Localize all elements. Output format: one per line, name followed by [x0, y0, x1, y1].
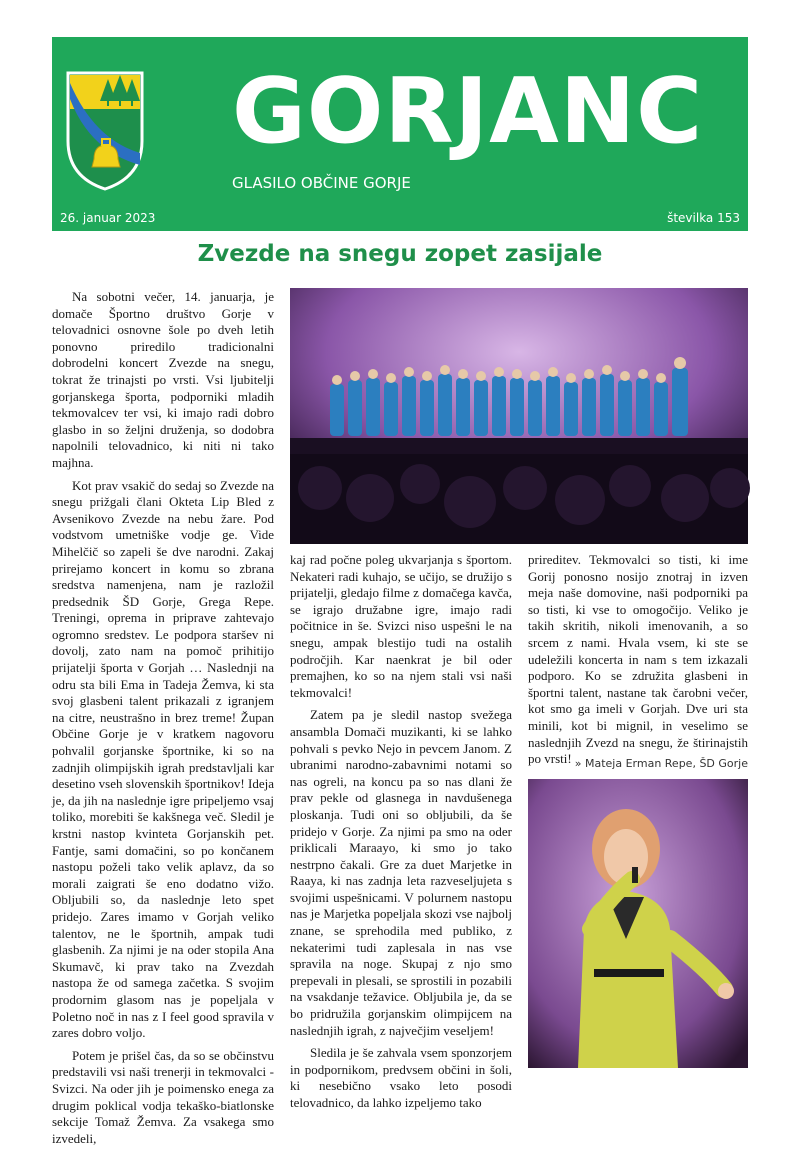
concert-stage-photo — [290, 288, 748, 544]
publication-title: GORJANC — [232, 59, 704, 164]
paragraph: Kot prav vsakič do sedaj so Zvezde na snegu prižgali člani Okteta Lip Bled z Avsenikovo Zvezde na nebu žare. Pod vodstvom umetniške vodje ge. Vide Mihelčič so zapeli še dve narodni. Zakaj prirejamo koncert in komu so zbrana sredstva namenjena, nam je razložil predsednik ŠD Gorje, Grega Repe. Treningi, oprema in priprave zahtevajo ogromno sredstev. Le podpora staršev ni dovolj, zato nam na pomoč prihitijo prijatelji športa v Gorjah … Naslednji na odru sta bili Ema in Tadeja Žemva, ki sta svoj glasbeni talent prikazali z igranjem na citre, neustrašno in brez treme! Župan Občine Gorje je v kratkem nagovoru pohvalil gorjanske športnike, ki so na zadnjih olimpijskih igrah predstavljali kar desetino vseh slovenskih športnikov! Ideja je, da jih na naslednje igre pripeljemo vsaj toliko, morebiti še kakšnega več. Sledil je krstni nastop kvinteta Gorjanskih pet. Fantje, sami domačini, so po končanem nastopu poželi tako velik aplavz, da so morali zaigrati še eno dodatno vižo. Obljubili so, da naslednje leto spet pridejo. Zares imamo v Gorjah veliko talentov, ne le športnih, ampak tudi glasbenih. Za njimi je na oder stopila Ana Skumavč, ki prav tako na Zvezdah nastopa že od samega začetka. S svojim prodornim glasom nas je popeljala v Poletno noč in nas z I feel good spravila v zares dobro voljo. — [52, 477, 274, 1041]
choir-image — [290, 288, 748, 544]
coat-of-arms-icon — [64, 69, 146, 191]
issue-date: 26. januar 2023 — [60, 211, 156, 225]
article-column-2 — [290, 552, 512, 1118]
singer-image — [528, 779, 748, 1068]
article-byline: » Mateja Erman Repe, ŠD Gorje — [574, 757, 748, 770]
publication-subtitle: GLASILO OBČINE GORJE — [232, 174, 411, 192]
paragraph: Na sobotni večer, 14. januarja, je domače Športno društvo Gorje v telovadnici osnovne šole po dveh letih ponovno priredilo tradicionalni dobrodelni koncert Zvezde na snegu, tokrat že trinajsti po vrsti. Vsi ljubitelji gorjanskega športa, podporniki mladih tekmovalcev ter vsi, ki imajo radi dobro glasbo in so željni druženja, so dodobra napolnili telovadnico, ki niti ni tako majhna. — [52, 289, 274, 470]
paragraph: Potem je prišel čas, da so se občinstvu predstavili vsi naši trenerji in tekmovalci - Svizci. Na oder jih je poimensko enega za drugim poklical vodja tekaško-biatlonske sekcije Tomaž Žemva. Za vsakega smo izvedeli, — [52, 1047, 274, 1146]
singer-photo — [528, 779, 748, 1068]
paragraph: Sledila je še zahvala vsem sponzorjem in podpornikom, predvsem občini in šoli, ki nesebično vsako leto posodi telovadnico, da lahko izpeljemo tako — [290, 1045, 512, 1110]
paragraph: kaj rad počne poleg ukvarjanja s športom. Nekateri radi kuhajo, se učijo, se družijo s prijatelji, gledajo filme z domačega kavča, se igrajo družabne igre, imajo radi počitnice in še. Svizci niso uspešni le na snegu, ampak blestijo tudi na ostalih področjih. Kar naenkrat je bil oder premajhen, ko so na njem stali vsi naši tekmovalci! — [290, 552, 512, 700]
article-column-3 — [528, 552, 748, 774]
masthead — [52, 37, 748, 231]
paragraph: Zatem pa je sledil nastop svežega ansambla Domači muzikanti, ki se lahko pohvali s pevko Nejo in pevcem Janom. Z ubranimi narodno-zabavnimi notami so nas ogreli, na koncu pa so nas dlani že prav pekle od glasnega in navdušenega ploskanja. Tudi oni so obljubili, da še pridejo v Gorje. Za njimi pa smo na oder priklicali Maraayo, ki smo jo tako nestrpno čakali. Gre za duet Marjetke in Raaya, ki nas zadnja leta razveseljujeta s svojimi uspešnicami. V polurnem nastopu nas je Marjetka popeljala skozi vse najbolj znane, se sprehodila med publiko, z nekaterimi tudi zaplesala in nas vse spravila na noge. Skupaj z njo smo prepevali in plesali, se sprostili in pozabili na vsakdanje težavice. Obljubila je, da se bo pridružila gorjanskim olimpijcem na naslednjih igrah, z največjim veseljem! — [290, 707, 512, 1038]
article-column-1 — [52, 289, 274, 1153]
article-headline: Zvezde na snegu zopet zasijale — [197, 241, 603, 267]
issue-number: številka 153 — [667, 211, 740, 225]
paragraph: prireditev. Tekmovalci so tisti, ki ime Gorij ponosno nosijo znotraj in izven meja naše domovine, naši podporniki pa so tisti, ki vse to omogočijo. Veliko je takih skritih, nikoli imenovanih, a so srcem z nami. Hvala vsem, ki ste se udeležili koncerta in nam s tem izkazali podporo. Ko se združita glasbeni in športni talent, nastane tak čarobni večer, kot smo ga imeli v Gorjah. Dve uri sta minili, kot bi mignil, in veselimo se naslednjih Zvezd na snegu, že štirinajstih po vrsti! — [528, 552, 748, 767]
